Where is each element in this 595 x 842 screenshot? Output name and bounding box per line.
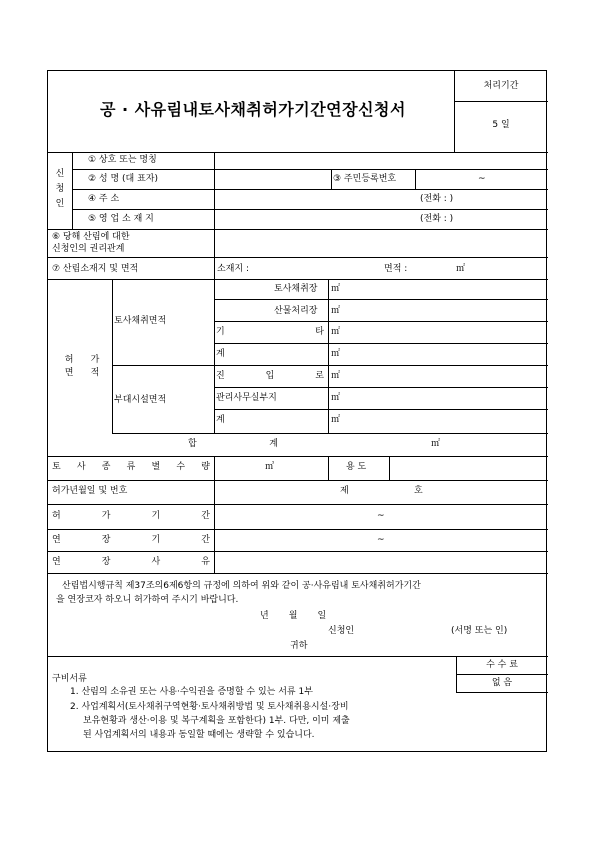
- soil-type-label: 토 사 종 류 별 수 량: [52, 462, 210, 472]
- unit-1: ㎡: [331, 284, 341, 294]
- soil-row-processing: 산물처리장: [274, 306, 318, 316]
- documents-item2-line1: 2. 사업계획서(토사채취구역현황·토사채취방법 및 토사채취용시설·장비: [70, 702, 349, 712]
- address-label: ④ 주 소: [88, 194, 120, 204]
- unit-7: ㎡: [331, 415, 341, 425]
- resident-number-label: ③ 주민등록번호: [333, 174, 397, 184]
- use-label: 용 도: [346, 462, 367, 472]
- applicant-group-label: 신 청 인: [55, 169, 65, 209]
- fee-value: 없 음: [491, 678, 513, 688]
- documents-item1: 1. 산림의 소유권 또는 사용·수익권을 증명할 수 있는 서류 1부: [70, 687, 313, 697]
- extension-period-label: 연 장 기 간: [52, 535, 210, 545]
- location-address-label: 소재지 :: [217, 264, 249, 274]
- unit-6: ㎡: [331, 393, 341, 403]
- fee-label: 수 수 료: [486, 660, 518, 670]
- soil-row-subtotal: 계: [216, 349, 225, 359]
- office-phone: (전화 : ): [420, 214, 454, 224]
- processing-period-label: 처리기간: [483, 81, 519, 91]
- location-area-unit: ㎡: [456, 264, 466, 274]
- documents-title: 구비서류: [52, 674, 87, 684]
- rights-label-line2: 신청인의 권리관계: [52, 244, 125, 254]
- statement-applicant: 신청인: [328, 626, 355, 636]
- statement-line1: 산림법시행규칙 제37조의6제6항의 규정에 의하여 위와 같이 공·사유림내 토사채취허가기간: [62, 581, 421, 591]
- permit-area-label: 허 가 면 적: [64, 355, 100, 378]
- total-unit: ㎡: [431, 439, 441, 449]
- permit-date-prefix: 제: [340, 486, 349, 496]
- soil-row-extraction: 토사채취장: [274, 284, 318, 294]
- resident-number-tilde: ~: [478, 174, 486, 184]
- processing-period-value: 5 일: [492, 120, 510, 130]
- rights-label-line1: ⑥ 당해 산림에 대한: [52, 232, 130, 242]
- permit-date-suffix: 호: [414, 486, 423, 496]
- permit-date-label: 허가년월일 및 번호: [52, 486, 128, 496]
- soil-type-unit: ㎥: [265, 462, 275, 472]
- facility-row-subtotal: 계: [216, 415, 225, 425]
- statement-sign: (서명 또는 인): [451, 626, 508, 636]
- total-label: 합 계: [188, 439, 278, 449]
- facility-row-office: 관리사무실부지: [216, 393, 277, 403]
- address-phone: (전화 : ): [420, 194, 454, 204]
- business-name-label: ① 상호 또는 명칭: [88, 155, 157, 165]
- statement-addressee: 귀하: [290, 641, 308, 651]
- representative-name-label: ② 성 명 (대 표자): [88, 174, 159, 184]
- unit-3: ㎡: [331, 327, 341, 337]
- statement-line2: 을 연장코자 하오니 허가하여 주시기 바랍니다.: [56, 595, 239, 605]
- statement-date: 년 월 일: [260, 611, 327, 621]
- unit-4: ㎡: [331, 349, 341, 359]
- permit-period-tilde: ~: [377, 511, 385, 521]
- documents-item2-line2: 보유현황과 생산·이용 및 복구계획을 포함한다) 1부. 다만, 이미 제출: [83, 716, 350, 726]
- form-title: 공 · 사유림내토사채취허가기간연장신청서: [100, 100, 406, 119]
- soil-row-other: 기 타: [216, 327, 324, 337]
- location-label: ⑦ 산림소재지 및 면적: [52, 264, 139, 274]
- extension-period-tilde: ~: [377, 535, 385, 545]
- permit-period-label: 허 가 기 간: [52, 511, 210, 521]
- documents-item2-line3: 된 사업계획서의 내용과 동일할 때에는 생략할 수 있습니다.: [83, 730, 315, 740]
- office-address-label: ⑤ 영 업 소 재 지: [88, 214, 154, 224]
- unit-5: ㎡: [331, 371, 341, 381]
- unit-2: ㎡: [331, 306, 341, 316]
- facility-row-road: 진 입 로: [216, 371, 324, 381]
- location-area-label: 면적 :: [384, 264, 408, 274]
- application-form: [47, 70, 547, 752]
- facility-area-label: 부대시설면적: [114, 395, 167, 405]
- soil-area-label: 토사채취면적: [114, 316, 167, 326]
- extension-reason-label: 연 장 사 유: [52, 557, 210, 567]
